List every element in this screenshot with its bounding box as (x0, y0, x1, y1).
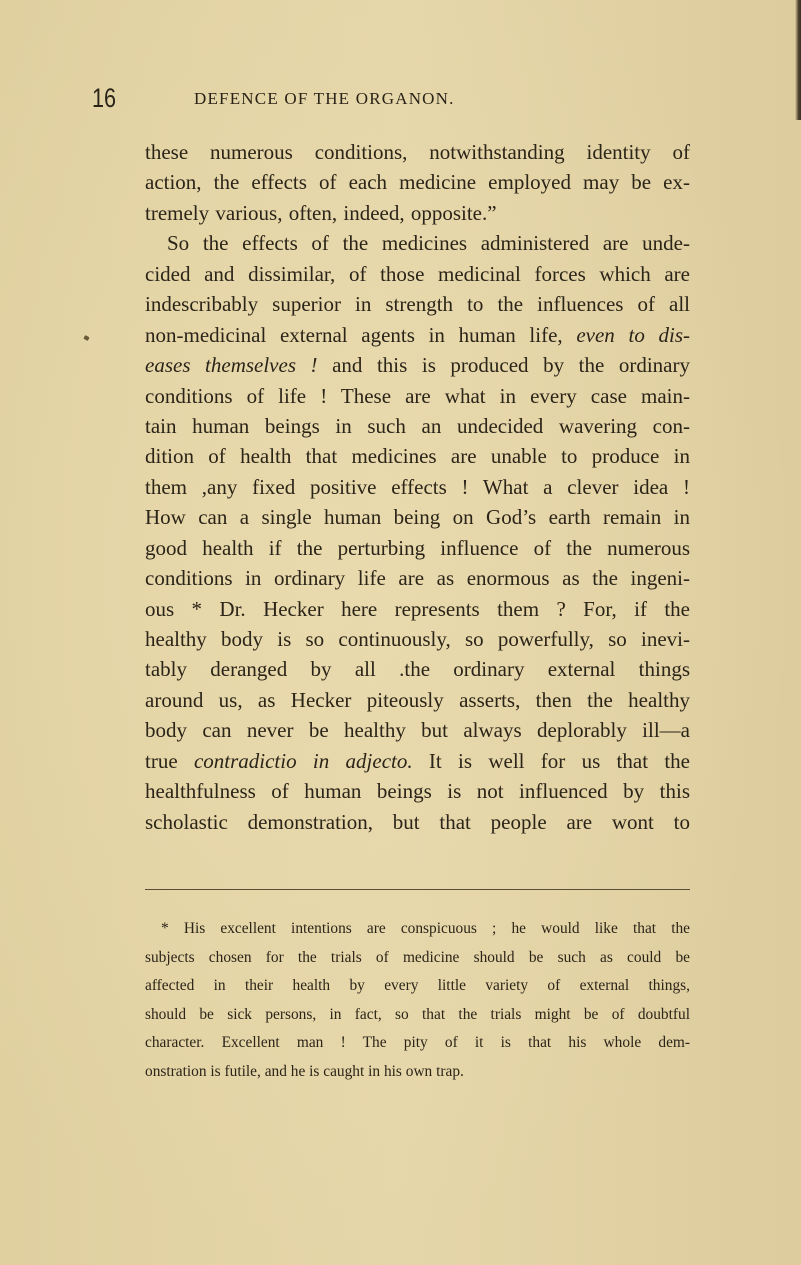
italic-span: contradictio in adjecto. (193, 748, 413, 773)
footnote-line: character. Excellent man ! The pity of it is that his whole dem- (145, 1034, 690, 1051)
text-line: cided and dissimilar, of those medicinal forces which are (145, 261, 690, 286)
text-line (145, 320, 690, 350)
text-span: true (145, 748, 194, 773)
footnote (145, 915, 690, 1086)
text-line: action, the effects of each medicine employed may be ex- (145, 170, 690, 195)
text-line: ous * Dr. Hecker here represents them ? For, if the (145, 596, 690, 621)
text-span: It is well for us that the (412, 748, 691, 773)
text-line: them ,any fixed positive effects ! What a clever idea ! (145, 474, 690, 499)
text-span: and this is produced by the ordinary (317, 353, 690, 378)
text-line: conditions of life ! These are what in every case main- (145, 383, 690, 408)
text-line: healthfulness of human beings is not influenced by this (145, 779, 690, 804)
footnote-line: should be sick persons, in fact, so that the trials might be of doubtful (145, 1005, 690, 1023)
body-text (145, 137, 690, 837)
text-line: tremely various, often, indeed, opposite.” (145, 200, 497, 225)
text-line: conditions in ordinary life are as enormous as the ingeni- (145, 566, 690, 591)
text-line: dition of health that medicines are unable to produce in (145, 444, 690, 469)
text-line: indescribably superior in strength to the influences of all (145, 292, 690, 317)
text-line: body can never be healthy but always deplorably ill—a (145, 718, 690, 743)
footnote-line: affected in their health by every little variety of external things, (145, 977, 690, 994)
text-line: tain human beings in such an undecided wavering con- (145, 413, 690, 438)
running-title: DEFENCE OF THE ORGANON. (194, 89, 455, 108)
margin-ink-mark (83, 335, 89, 341)
italic-span: eases themselves ! (145, 353, 318, 378)
text-line: around us, as Hecker piteously asserts, then the healthy (145, 687, 690, 712)
italic-span: even to dis- (576, 322, 690, 347)
paragraph-start-line: So the effects of the medicines administered are unde- (167, 231, 690, 256)
page-number: 16 (92, 83, 117, 113)
text-line: How can a single human being on God’s earth remain in (145, 505, 690, 530)
text-line: healthy body is so continuously, so powerfully, so inevi- (145, 627, 690, 651)
text-line: scholastic demonstration, but that people are wont to (145, 809, 690, 834)
text-span: non-medicinal external agents in human life, (145, 322, 577, 347)
text-line: good health if the perturbing influence of the numerous (145, 535, 690, 560)
footnote-line: * His excellent intentions are conspicuous ; he would like that the (161, 920, 690, 937)
footnote-line: onstration is futile, and he is caught in his own trap. (145, 1062, 464, 1080)
text-line: these numerous conditions, notwithstanding identity of (145, 140, 690, 164)
footnote-line: subjects chosen for the trials of medicine should be such as could be (145, 948, 690, 966)
text-line: tably deranged by all .the ordinary external things (145, 657, 690, 682)
text-line (145, 746, 690, 776)
page-edge-shadow (795, 0, 801, 120)
footnote-divider (145, 889, 690, 890)
text-line (145, 350, 690, 380)
running-head (92, 83, 652, 113)
